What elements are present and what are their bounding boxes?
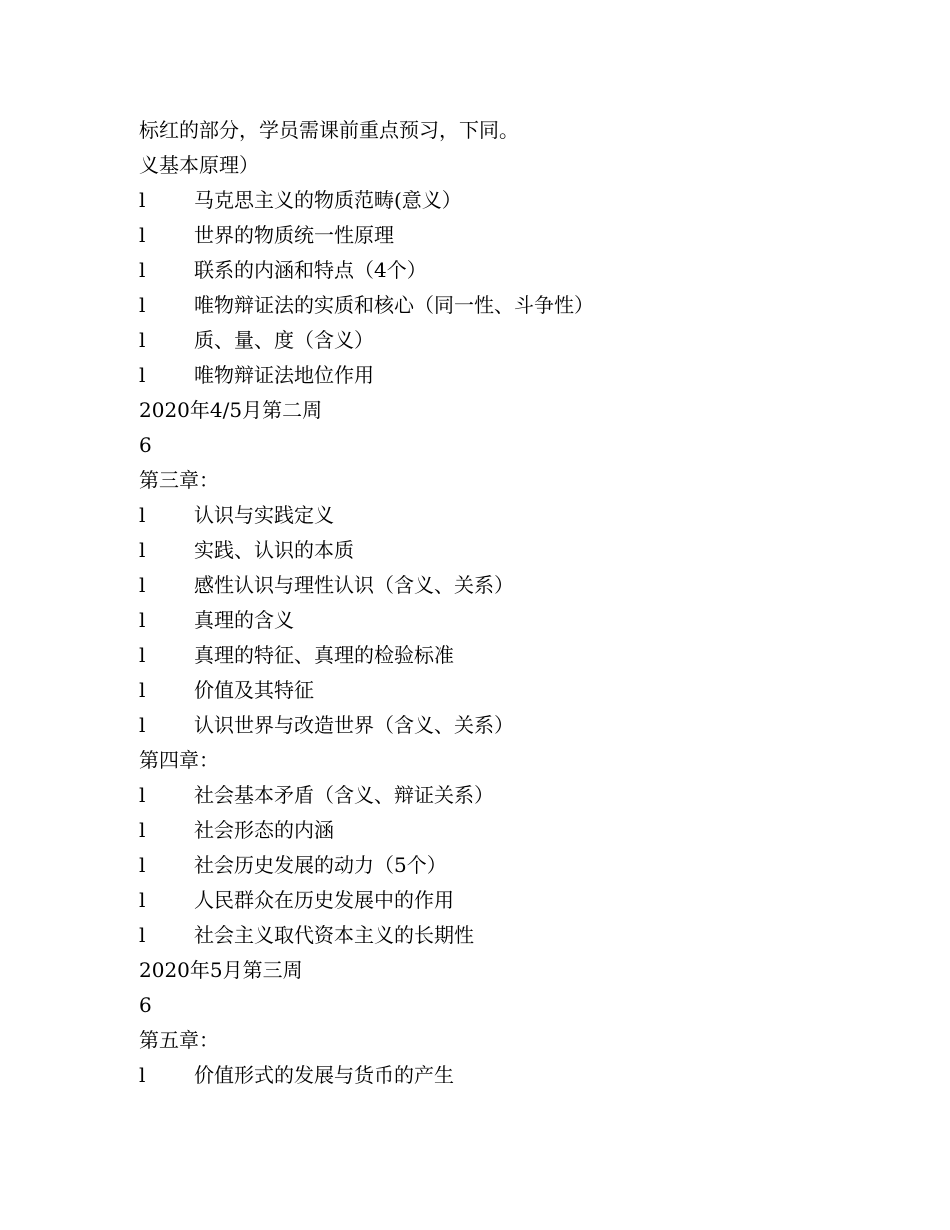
list-item-text: 认识世界与改造世界（含义、关系）: [194, 713, 514, 737]
list-bullet: l: [139, 328, 146, 352]
list-bullet: l: [139, 923, 146, 947]
list-item: [139, 288, 899, 323]
document-page: [139, 113, 899, 1093]
list-item: [139, 183, 899, 218]
list-item: [139, 813, 899, 848]
list-bullet: l: [139, 783, 146, 807]
list-item: [139, 708, 899, 743]
list-item: [139, 358, 899, 393]
list-bullet: l: [139, 188, 146, 212]
list-item: [139, 218, 899, 253]
text-line: 义基本原理）: [139, 153, 259, 177]
list-item-text: 实践、认识的本质: [194, 538, 354, 562]
list-item: [139, 568, 899, 603]
list-item-text: 价值及其特征: [194, 678, 314, 702]
list-item-text: 唯物辩证法的实质和核心（同一性、斗争性）: [194, 293, 594, 317]
text-line: 6: [139, 993, 152, 1017]
list-bullet: l: [139, 643, 146, 667]
list-item: [139, 673, 899, 708]
text-line: 第三章：: [139, 468, 219, 492]
list-item-text: 联系的内涵和特点（4个）: [194, 258, 427, 282]
list-item-text: 人民群众在历史发展中的作用: [194, 888, 454, 912]
list-item: [139, 253, 899, 288]
list-bullet: l: [139, 223, 146, 247]
list-item: [139, 603, 899, 638]
list-bullet: l: [139, 608, 146, 632]
list-bullet: l: [139, 888, 146, 912]
text-line: 2020年5月第三周: [139, 958, 303, 982]
list-item: [139, 918, 899, 953]
list-item: [139, 638, 899, 673]
list-item: [139, 323, 899, 358]
text-line: 第五章：: [139, 1028, 219, 1052]
list-item-text: 感性认识与理性认识（含义、关系）: [194, 573, 514, 597]
list-item-text: 质、量、度（含义）: [194, 328, 374, 352]
list-item-text: 马克思主义的物质范畴(意义）: [194, 188, 462, 212]
list-item: [139, 1058, 899, 1093]
list-item-text: 真理的含义: [194, 608, 294, 632]
text-line: 2020年4/5月第二周: [139, 398, 323, 422]
list-bullet: l: [139, 573, 146, 597]
text-line: 6: [139, 433, 152, 457]
list-item-text: 唯物辩证法地位作用: [194, 363, 374, 387]
list-item: [139, 883, 899, 918]
list-item-text: 认识与实践定义: [194, 503, 334, 527]
text-line: 第四章：: [139, 748, 219, 772]
list-bullet: l: [139, 503, 146, 527]
list-bullet: l: [139, 678, 146, 702]
list-item-text: 社会主义取代资本主义的长期性: [194, 923, 474, 947]
list-bullet: l: [139, 538, 146, 562]
list-bullet: l: [139, 258, 146, 282]
list-bullet: l: [139, 818, 146, 842]
list-bullet: l: [139, 293, 146, 317]
list-bullet: l: [139, 363, 146, 387]
list-item: [139, 778, 899, 813]
list-item: [139, 498, 899, 533]
list-item-text: 社会历史发展的动力（5个）: [194, 853, 447, 877]
list-bullet: l: [139, 853, 146, 877]
list-item-text: 社会基本矛盾（含义、辩证关系）: [194, 783, 494, 807]
list-item-text: 社会形态的内涵: [194, 818, 334, 842]
list-item: [139, 848, 899, 883]
text-line: 标红的部分，学员需课前重点预习，下同。: [139, 118, 519, 142]
list-item: [139, 533, 899, 568]
list-item-text: 世界的物质统一性原理: [194, 223, 394, 247]
list-bullet: l: [139, 1063, 146, 1087]
list-item-text: 真理的特征、真理的检验标准: [194, 643, 454, 667]
list-bullet: l: [139, 713, 146, 737]
list-item-text: 价值形式的发展与货币的产生: [194, 1063, 454, 1087]
